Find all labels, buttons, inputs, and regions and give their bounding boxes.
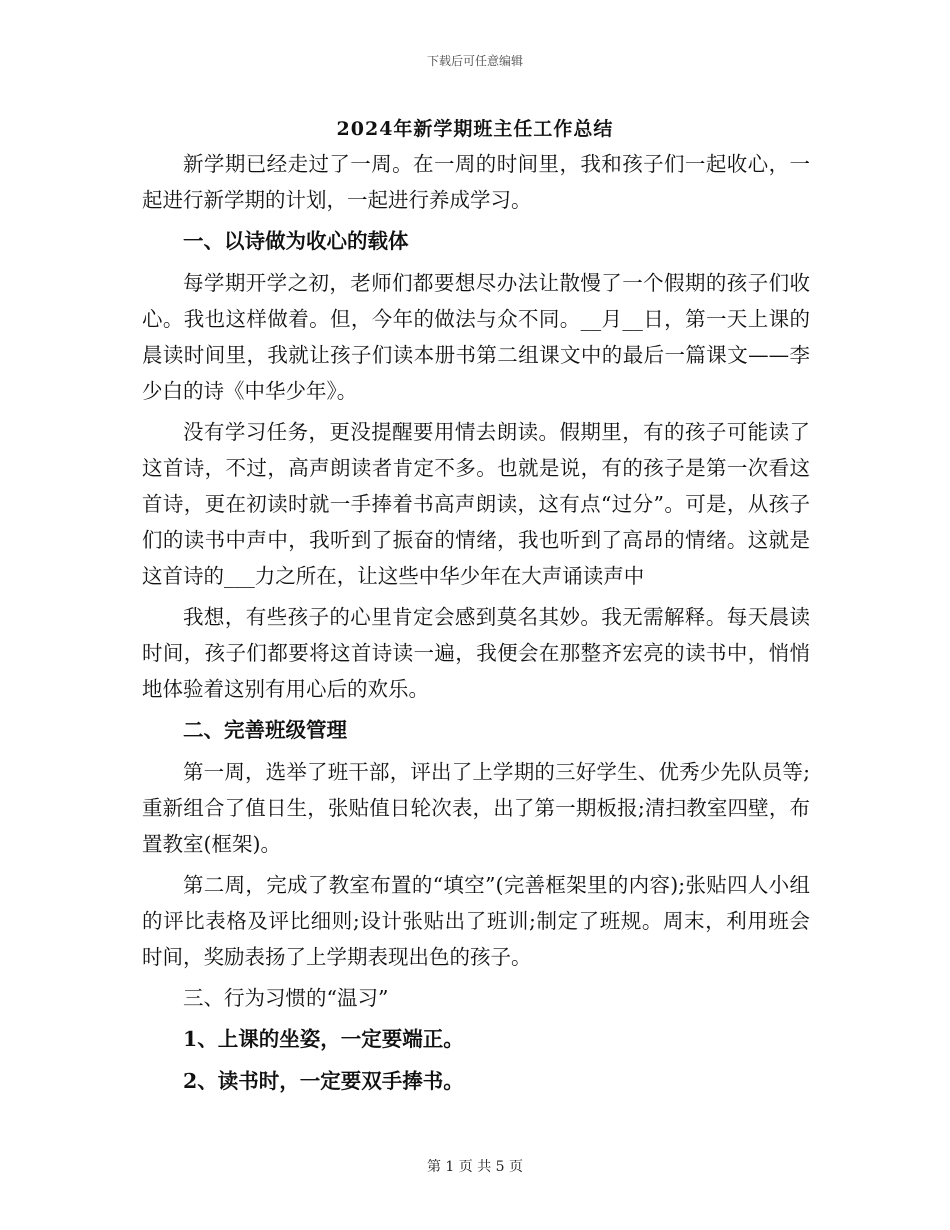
section-heading-1: 一、以诗做为收心的载体: [183, 229, 409, 253]
section-heading-3: 三、行为习惯的“温习”: [183, 986, 389, 1010]
paragraph: 第二周，完成了教室布置的“填空”(完善框架里的内容);张贴四人小组的评比表格及评比细则;设计张贴出了班训;制定了班规。周末，利用班会时间，奖励表扬了上学期表现出色的孩子。: [142, 873, 810, 969]
paragraph: 每学期开学之初，老师们都要想尽办法让散慢了一个假期的孩子们收心。我也这样做着。但，今年的做法与众不同。__月__日，第一天上课的晨读时间里，我就让孩子们读本册书第二组课文中的最后一篇课文——李少白的诗《中华少年》。: [142, 271, 810, 403]
page-number: 第 1 页 共 5 页: [426, 1159, 524, 1175]
habit-item-2: 2、读书时，一定要双手捧书。: [183, 1069, 464, 1093]
section-heading-2: 二、完善班级管理: [183, 718, 347, 742]
download-note: 下载后可任意编辑: [426, 54, 523, 68]
paragraph: 第一周，选举了班干部，评出了上学期的三好学生、优秀少先队员等;重新组合了值日生，张贴值日轮次表，出了第一期板报;清扫教室四壁，布置教室(框架)。: [142, 760, 810, 856]
document-body: [142, 146, 810, 1105]
paragraph: 没有学习任务，更没提醒要用情去朗读。假期里，有的孩子可能读了这首诗，不过，高声朗读者肯定不多。也就是说，有的孩子是第一次看这首诗，更在初读时就一手捧着书高声朗读，这有点“过分”。可是，从孩子们的读书中声中，我听到了振奋的情绪，我也听到了高昂的情绪。这就是这首诗的___力之所在，让这些中华少年在大声诵读声中: [142, 420, 810, 588]
paragraph: 我想，有些孩子的心里肯定会感到莫名其妙。我无需解释。每天晨读时间，孩子们都要将这首诗读一遍，我便会在那整齐宏亮的读书中，悄悄地体验着这别有用心后的欢乐。: [142, 605, 810, 701]
document-title: 2024年新学期班主任工作总结: [336, 118, 614, 140]
paragraph-intro: 新学期已经走过了一周。在一周的时间里，我和孩子们一起收心，一起进行新学期的计划，一起进行养成学习。: [142, 152, 810, 212]
habit-item-1: 1、上课的坐姿，一定要端正。: [183, 1027, 464, 1051]
